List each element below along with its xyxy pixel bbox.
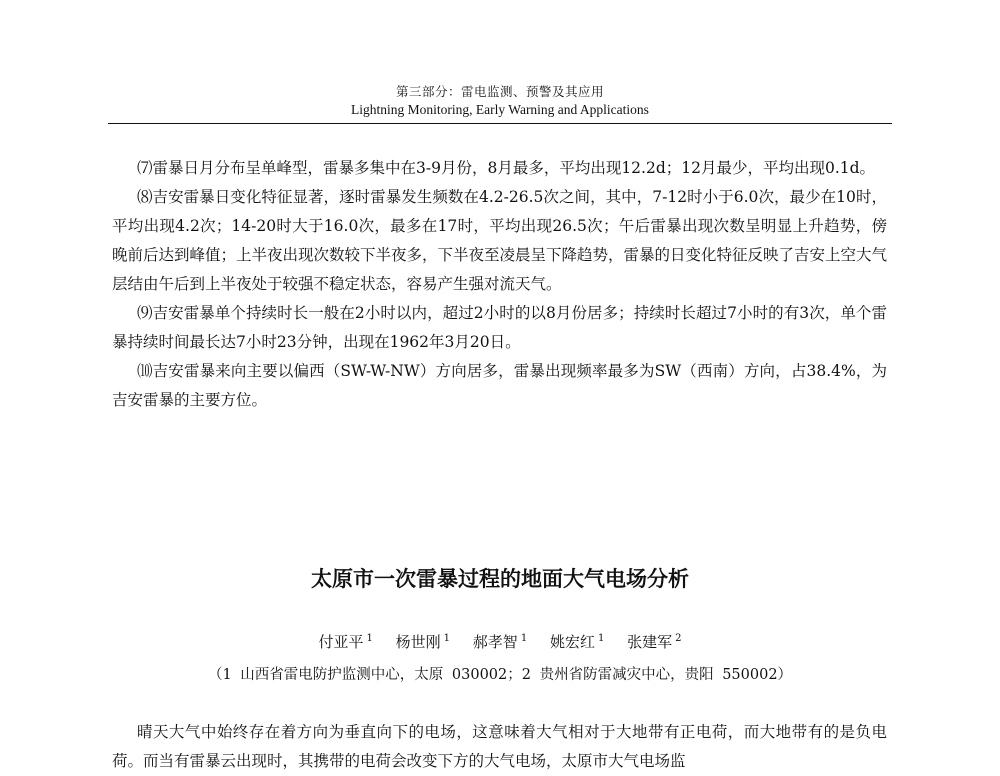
author	[550, 628, 604, 653]
article-title: 太原市一次雷暴过程的地面大气电场分析	[311, 567, 689, 591]
affiliation-line: （1 山西省雷电防护监测中心，太原 030002；2 贵州省防雷减灾中心，贵阳 550002）	[207, 667, 793, 683]
abstract	[112, 718, 887, 776]
conclusion-paragraph-10: ⑽吉安雷暴来向主要以偏西（SW-W-NW）方向居多，雷暴出现频率最多为SW（西南）方向，占38.4%，为吉安雷暴的主要方位。	[112, 362, 887, 409]
author	[396, 628, 450, 653]
author-affiliation-mark: 1	[597, 633, 605, 644]
running-header-chinese: 第三部分：雷电监测、预警及其应用	[395, 84, 604, 99]
author-name: 付亚平	[318, 633, 364, 651]
conclusion-paragraph-7: ⑺雷暴日月分布呈单峰型，雷暴多集中在3-9月份，8月最多，平均出现12.2d；12月最少，平均出现0.1d。	[137, 159, 876, 177]
author-affiliation-mark: 2	[675, 633, 682, 644]
author	[318, 628, 372, 653]
author-list	[0, 628, 1000, 653]
author	[627, 628, 681, 653]
abstract-paragraph: 晴天大气中始终存在着方向为垂直向下的电场，这意味着大气相对于大地带有正电荷，而大地带有的是负电荷。而当有雷暴云出现时，其携带的电荷会改变下方的大气电场，太原市大气电场监	[112, 723, 887, 770]
running-header	[0, 83, 1000, 119]
header-rule	[108, 123, 892, 124]
author-affiliation-mark: 1	[366, 633, 373, 644]
author-affiliation-mark: 1	[443, 633, 451, 644]
author-name: 郝孝智	[472, 633, 518, 651]
author-name: 姚宏红	[549, 633, 595, 651]
conclusion-paragraph-8: ⑻吉安雷暴日变化特征显著，逐时雷暴发生频数在4.2-26.5次之间，其中，7-12时小于6.0次，最少在10时，平均出现4.2次；14-20时大于16.0次，最多在17时，平均出现26.5次；午后雷暴出现次数呈明显上升趋势，傍晚前后达到峰值；上半夜出现次数较下半夜多，下半夜至凌晨呈下降趋势，雷暴的日变化特征反映了吉安上空大气层结由午后到上半夜处于较强不稳定状态，容易产生强对流天气。	[112, 188, 888, 293]
author-affiliation-mark: 1	[520, 633, 528, 644]
previous-article-conclusions	[112, 154, 887, 415]
author-name: 张建军	[627, 633, 673, 651]
author-name: 杨世刚	[395, 633, 441, 651]
conclusion-paragraph-9: ⑼吉安雷暴单个持续时长一般在2小时以内，超过2小时的以8月份居多；持续时长超过7小时的有3次，单个雷暴持续时间最长达7小时23分钟，出现在1962年3月20日。	[112, 304, 887, 351]
running-header-english: Lightning Monitoring, Early Warning and Applications	[351, 102, 649, 117]
author	[473, 628, 527, 653]
